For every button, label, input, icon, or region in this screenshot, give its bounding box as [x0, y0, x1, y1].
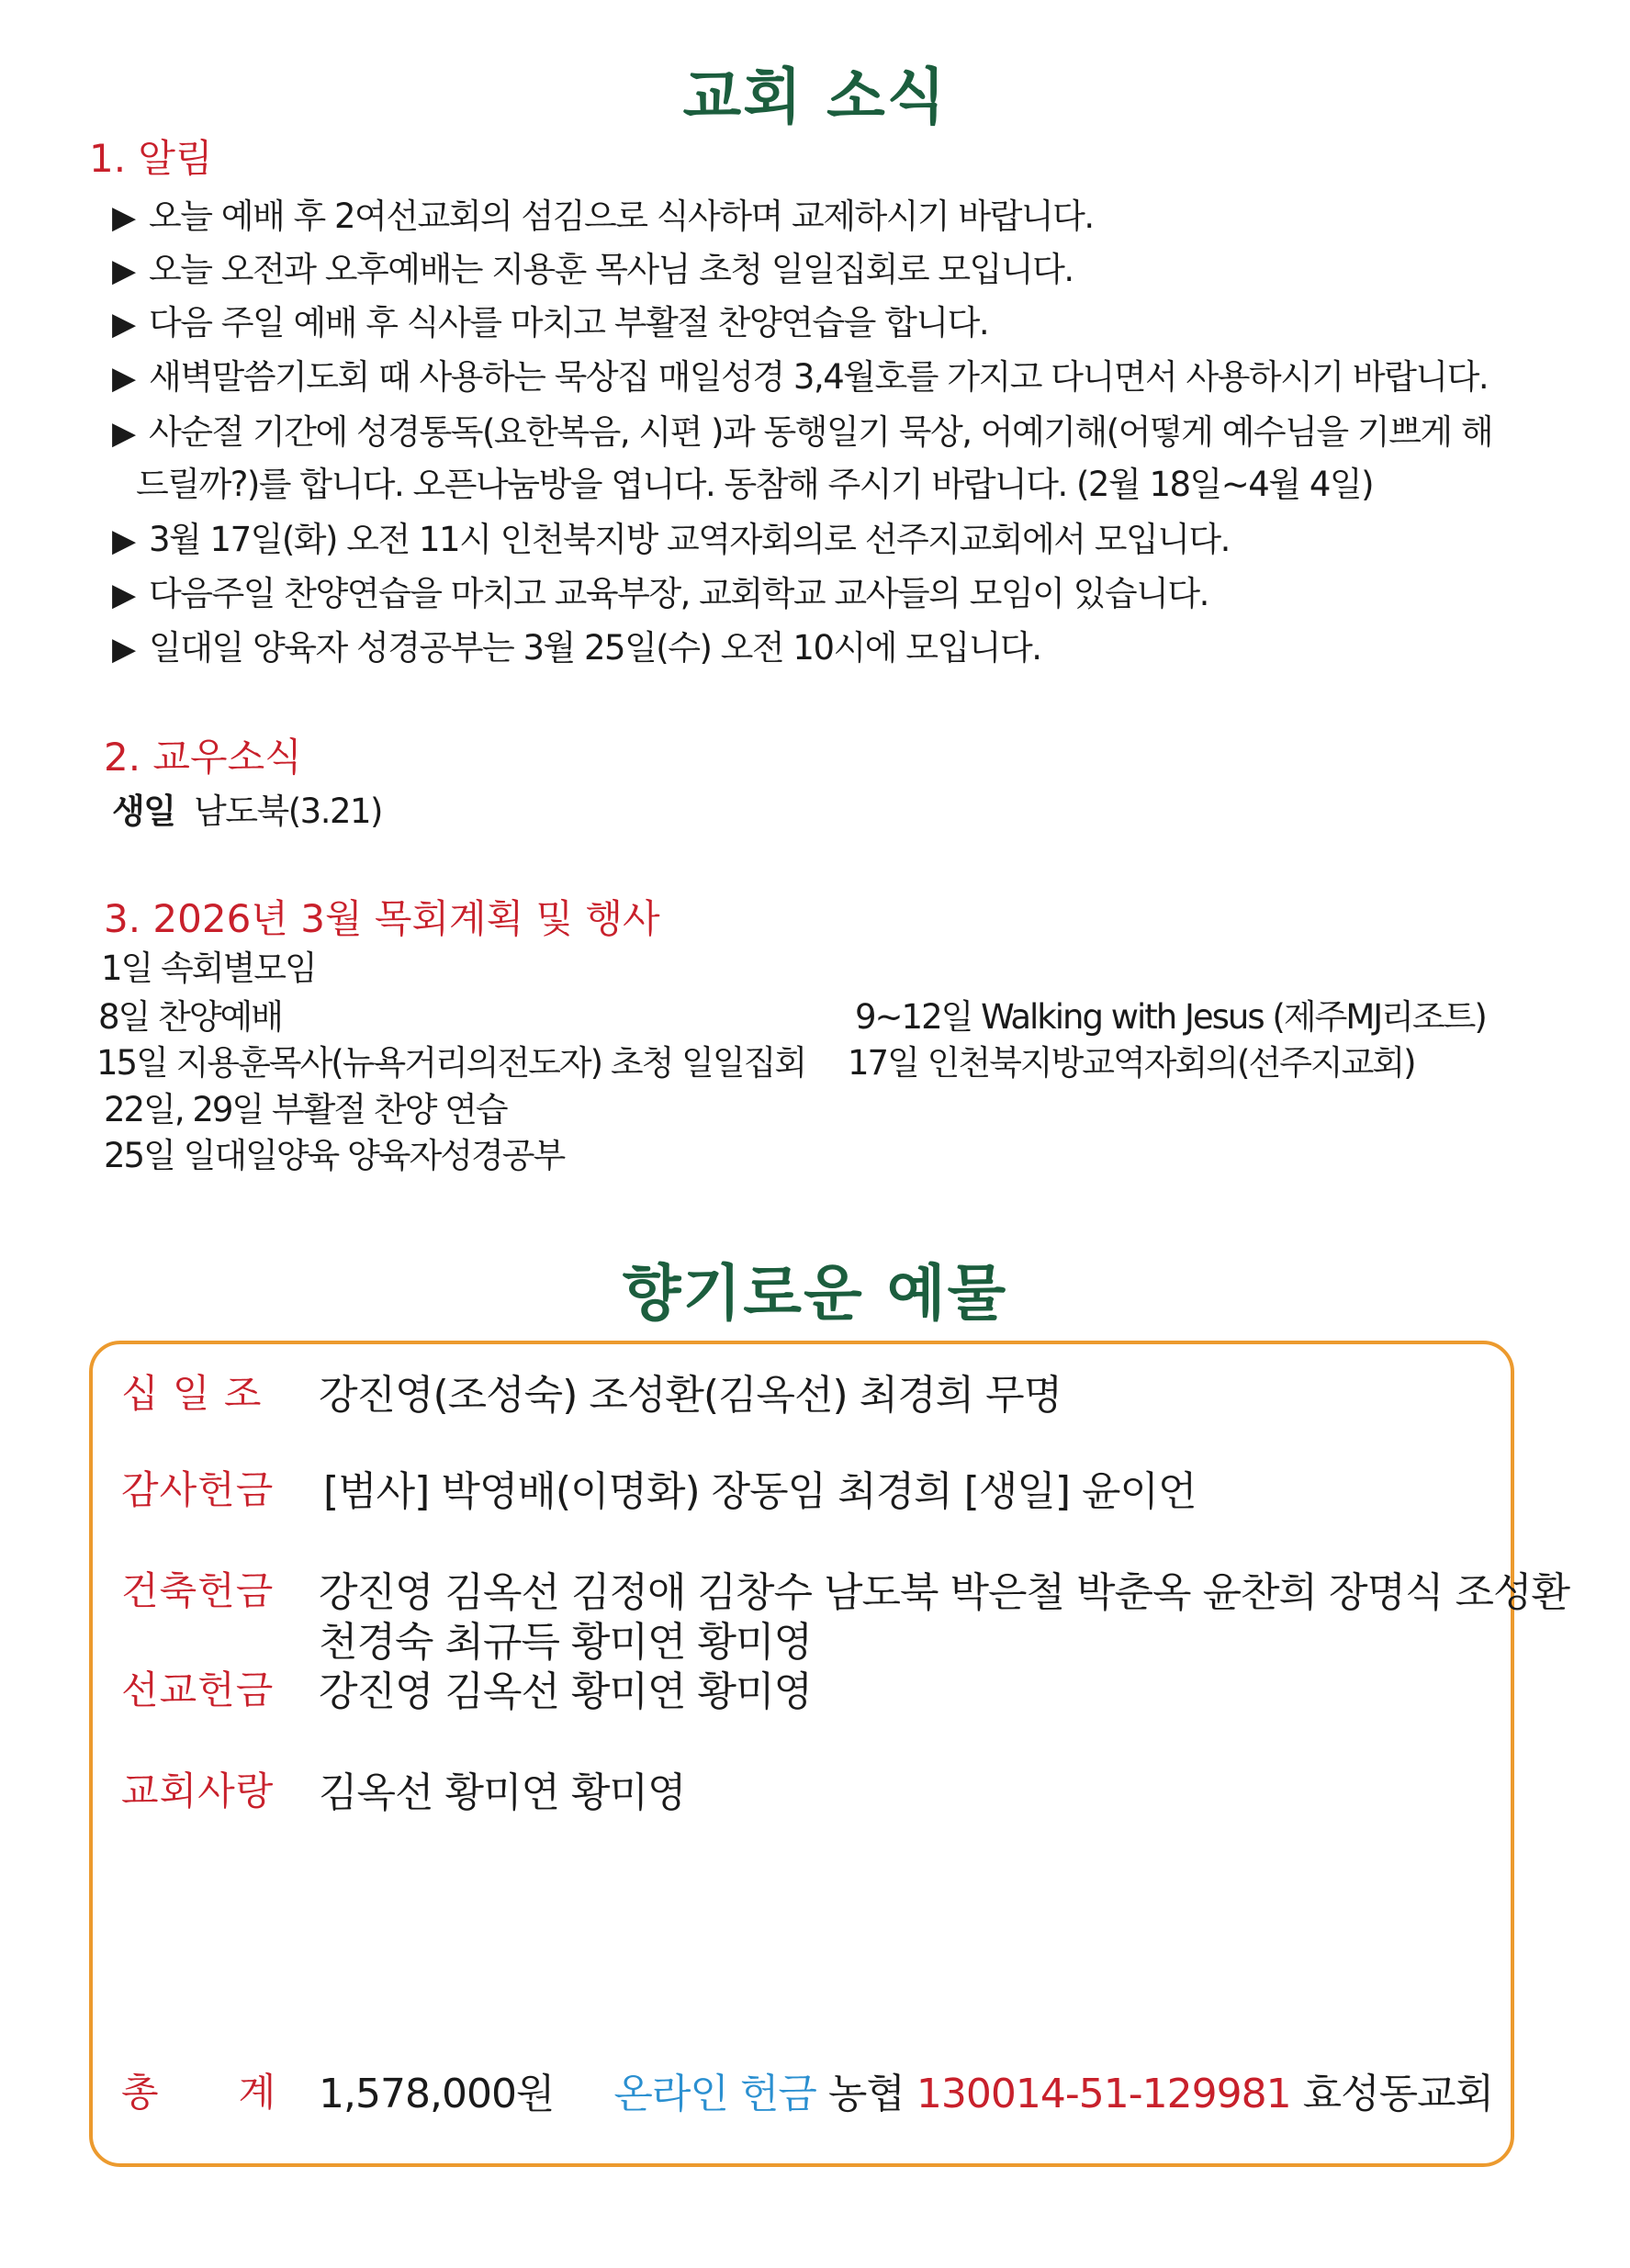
schedule-item: 17일 인천북지방교역자회의(선주지교회)	[848, 1043, 1415, 1083]
notice-item	[112, 295, 988, 344]
bullet-arrow-icon: ▶	[112, 199, 135, 236]
schedule-item: 15일 지용훈목사(뉴욕거리의전도자) 초청 일일집회	[96, 1043, 806, 1083]
notice-text: 다음 주일 예배 후 식사를 마치고 부활절 찬양연습을 합니다.	[149, 303, 989, 342]
total-label: 총 계	[121, 2070, 277, 2115]
birthday-line	[112, 783, 382, 833]
offering-title: 향기로운 예물	[622, 1258, 1008, 1329]
total-line	[319, 2060, 1493, 2119]
bullet-arrow-icon: ▶	[112, 577, 135, 613]
schedule-heading: 3. 2026년 3월 목회계획 및 행사	[104, 896, 660, 941]
notice-item	[112, 566, 1208, 615]
notice-item	[112, 620, 1041, 669]
schedule-item: 25일 일대일양육 양육자성경공부	[104, 1136, 565, 1175]
account-number: 130014-51-129981	[916, 2071, 1291, 2117]
bullet-arrow-icon: ▶	[112, 360, 135, 397]
building-label: 건축헌금	[121, 1568, 275, 1613]
bullet-arrow-icon: ▶	[112, 522, 135, 559]
online-offering-label: 온라인 헌금	[613, 2071, 816, 2117]
members-heading: 2. 교우소식	[104, 735, 302, 780]
notice-text: 일대일 양육자 성경공부는 3월 25일(수) 오전 10시에 모입니다.	[149, 628, 1041, 668]
mission-label: 선교헌금	[121, 1667, 275, 1712]
notice-text: 오늘 오전과 오후예배는 지용훈 목사님 초청 일일집회로 모입니다.	[149, 250, 1074, 289]
bullet-arrow-icon: ▶	[112, 306, 135, 342]
bullet-arrow-icon: ▶	[112, 415, 135, 452]
mission-value: 강진영 김옥선 황미연 황미영	[319, 1668, 813, 1715]
church-love-label: 교회사랑	[121, 1768, 275, 1813]
account-holder: 효성동교회	[1302, 2071, 1494, 2117]
notice-item	[112, 188, 1094, 238]
bank-name: 농협	[827, 2071, 905, 2117]
building-value-continued: 천경숙 최규득 황미연 황미영	[319, 1619, 813, 1666]
tithe-label: 십 일 조	[121, 1371, 263, 1416]
bullet-arrow-icon: ▶	[112, 253, 135, 289]
schedule-item: 8일 찬양예배	[98, 997, 283, 1037]
notice-text: 3월 17일(화) 오전 11시 인천북지방 교역자회의로 선주지교회에서 모입니다.	[149, 520, 1230, 559]
schedule-item: 9~12일 Walking with Jesus (제주MJ리조트)	[855, 997, 1486, 1037]
notice-item	[112, 349, 1488, 399]
page-title: 교회 소식	[682, 62, 948, 132]
tithe-value: 강진영(조성숙) 조성환(김옥선) 최경희 무명	[319, 1372, 1062, 1419]
notice-text: 다음주일 찬양연습을 마치고 교육부장, 교회학교 교사들의 모임이 있습니다.	[149, 574, 1208, 613]
bullet-arrow-icon: ▶	[112, 631, 135, 668]
notice-text-continued: 드릴까?)를 합니다. 오픈나눔방을 엽니다. 동참해 주시기 바랍니다. (2월 18일~4월 4일)	[136, 465, 1374, 504]
birthday-label: 생일	[112, 792, 175, 831]
thanks-value: [범사] 박영배(이명화) 장동임 최경희 [생일] 윤이언	[323, 1468, 1197, 1515]
notice-text: 오늘 예배 후 2여선교회의 섬김으로 식사하며 교제하시기 바랍니다.	[149, 196, 1094, 236]
building-value: 강진영 김옥선 김정애 김창수 남도북 박은철 박춘옥 윤찬희 장명식 조성환	[319, 1569, 1569, 1616]
total-amount: 1,578,000원	[319, 2071, 555, 2117]
birthday-value: 남도북(3.21)	[194, 792, 382, 831]
notice-item	[112, 511, 1230, 561]
notice-item	[112, 241, 1074, 291]
schedule-item: 1일 속회별모임	[101, 949, 316, 988]
notice-item	[112, 404, 1492, 454]
thanks-label: 감사헌금	[121, 1467, 275, 1512]
schedule-item: 22일, 29일 부활절 찬양 연습	[104, 1090, 507, 1129]
notice-text: 새벽말씀기도회 때 사용하는 묵상집 매일성경 3,4월호를 가지고 다니면서 사용하시기 바랍니다.	[149, 357, 1489, 397]
church-love-value: 김옥선 황미연 황미영	[319, 1769, 686, 1816]
notice-text: 사순절 기간에 성경통독(요한복음, 시편 )과 동행일기 묵상, 어예기해(어떻게 예수님을 기쁘게 해	[149, 412, 1493, 452]
notices-heading: 1. 알림	[89, 136, 213, 181]
